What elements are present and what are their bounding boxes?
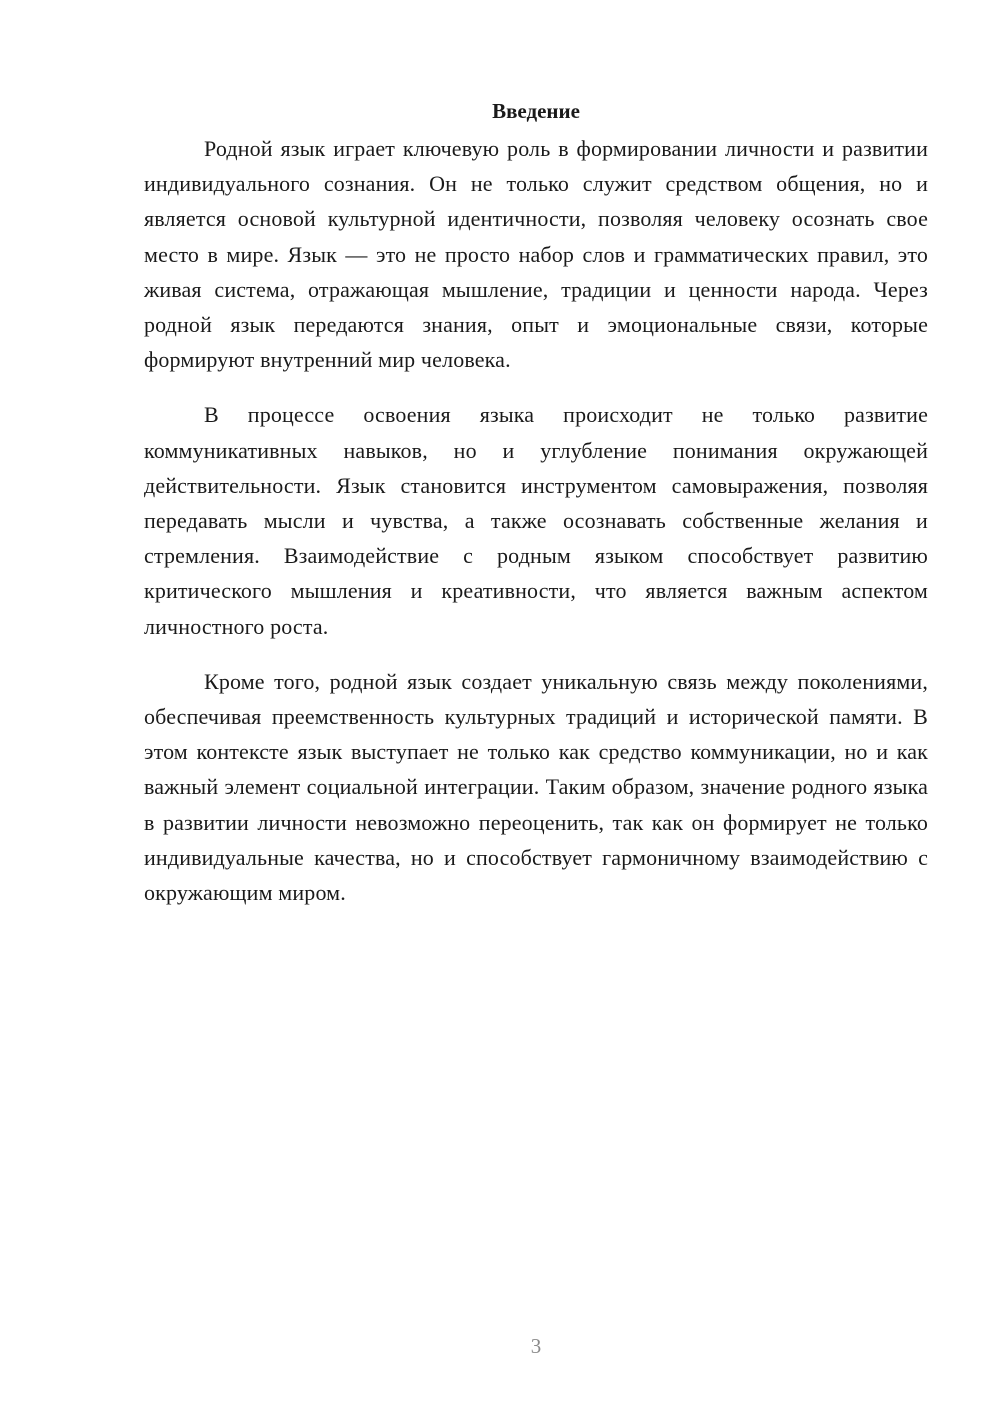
paragraph-2: В процессе освоения языка происходит не только развитие коммуникативных навыков, но и углубление понимания окружающей действительности. Язык становится инструментом самовыражения, позволяя передавать мысли и чувства, а также осознавать собственные желания и стремления. Взаимодействие с родным языком способствует развитию критического мышления и креативности, что является важным аспектом личностного роста. [144, 402, 928, 639]
page-number: 3 [530, 1334, 542, 1358]
section-title: Введение [492, 99, 580, 123]
paragraph-3: Кроме того, родной язык создает уникальную связь между поколениями, обеспечивая преемственность культурных традиций и исторической памяти. В этом контексте язык выступает не только как средство коммуникации, но и как важный элемент социальной интеграции. Таким образом, значение родного языка в развитии личности невозможно переоценить, так как он формирует не только индивидуальные качества, но и способствует гармоничному взаимодействию с окружающим миром. [144, 668, 928, 906]
paragraph-1: Родной язык играет ключевую роль в формировании личности и развитии индивидуального сознания. Он не только служит средством общения, но и является основой культурной идентичности, позволяя человеку осознать свое место в мире. Язык — это не просто набор слов и грамматических правил, это живая система, отражающая мышление, традиции и ценности народа. Через родной язык передаются знания, опыт и эмоциональные связи, которые формируют внутренний мир человека. [144, 136, 928, 373]
page-content [144, 94, 928, 930]
